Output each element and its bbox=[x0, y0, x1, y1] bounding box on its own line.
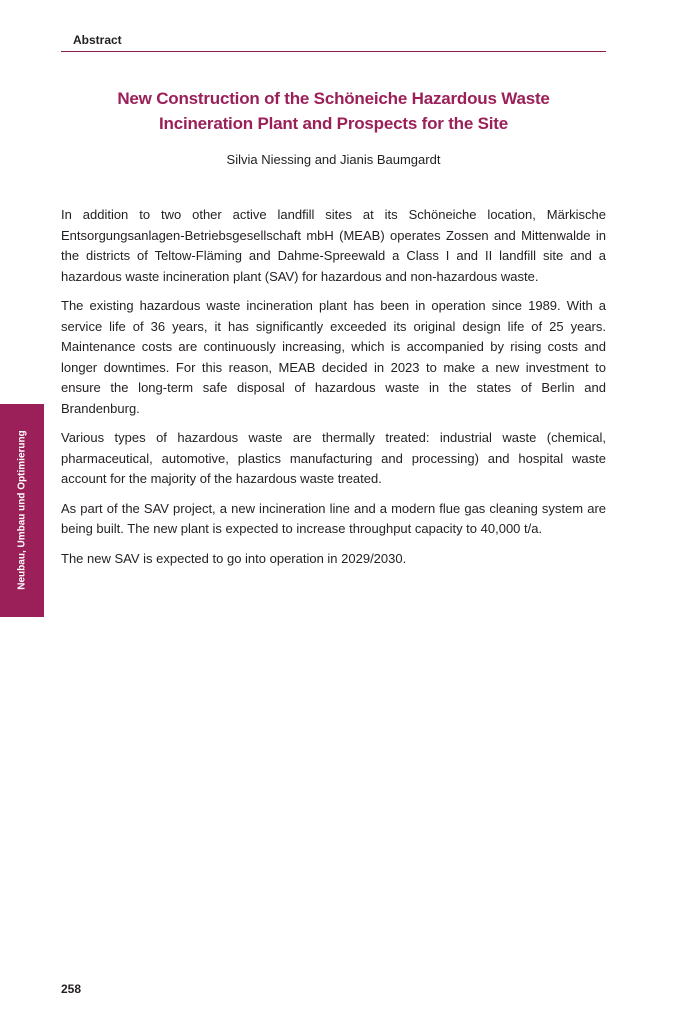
title-line-1: New Construction of the Schöneiche Hazardous Waste bbox=[117, 89, 550, 108]
abstract-paragraph: The new SAV is expected to go into operation in 2029/2030. bbox=[61, 550, 407, 566]
abstract-paragraph: The existing hazardous waste incineration plant has been in operation since 1989. With a service life of 36 years, it has significantly exceeded its original design life of 25 years. Maintenance costs are continuously increasing, which is accompanied by rising costs and longer downtimes. For this reason, MEAB decided in 2023 to make a new investment to ensure the long-term safe disposal of hazardous waste in the states of Berlin and Brandenburg. bbox=[61, 298, 606, 416]
title-line-2: Incineration Plant and Prospects for the Site bbox=[158, 114, 508, 133]
abstract-paragraph: In addition to two other active landfill sites at its Schöneiche location, Märkische Entsorgungsanlagen-Betriebsgesellschaft mbH (MEAB) operates Zossen and Mittenwalde in the districts of Teltow-Fläming and Dahme-Spreewald a Class I and II landfill site and a hazardous waste incineration plant (SAV) for hazardous and non-hazardous waste. bbox=[61, 207, 606, 284]
chapter-side-tab-label: Neubau, Umbau und Optimierung bbox=[16, 430, 28, 590]
article-title bbox=[61, 86, 606, 136]
abstract-body bbox=[61, 205, 606, 578]
abstract-paragraph: Various types of hazardous waste are thermally treated: industrial waste (chemical, pharmaceutical, automotive, plastics manufacturing and processing) and hospital waste account for the majority of the hazardous waste treated. bbox=[61, 430, 606, 486]
article-authors: Silvia Niessing and Jianis Baumgardt bbox=[226, 152, 441, 167]
chapter-side-tab bbox=[0, 404, 44, 617]
page-number: 258 bbox=[61, 982, 82, 996]
abstract-paragraph: As part of the SAV project, a new incineration line and a modern flue gas cleaning system are being built. The new plant is expected to increase throughput capacity to 40,000 t/a. bbox=[61, 500, 606, 536]
running-header bbox=[61, 31, 606, 52]
section-label: Abstract bbox=[73, 33, 122, 47]
